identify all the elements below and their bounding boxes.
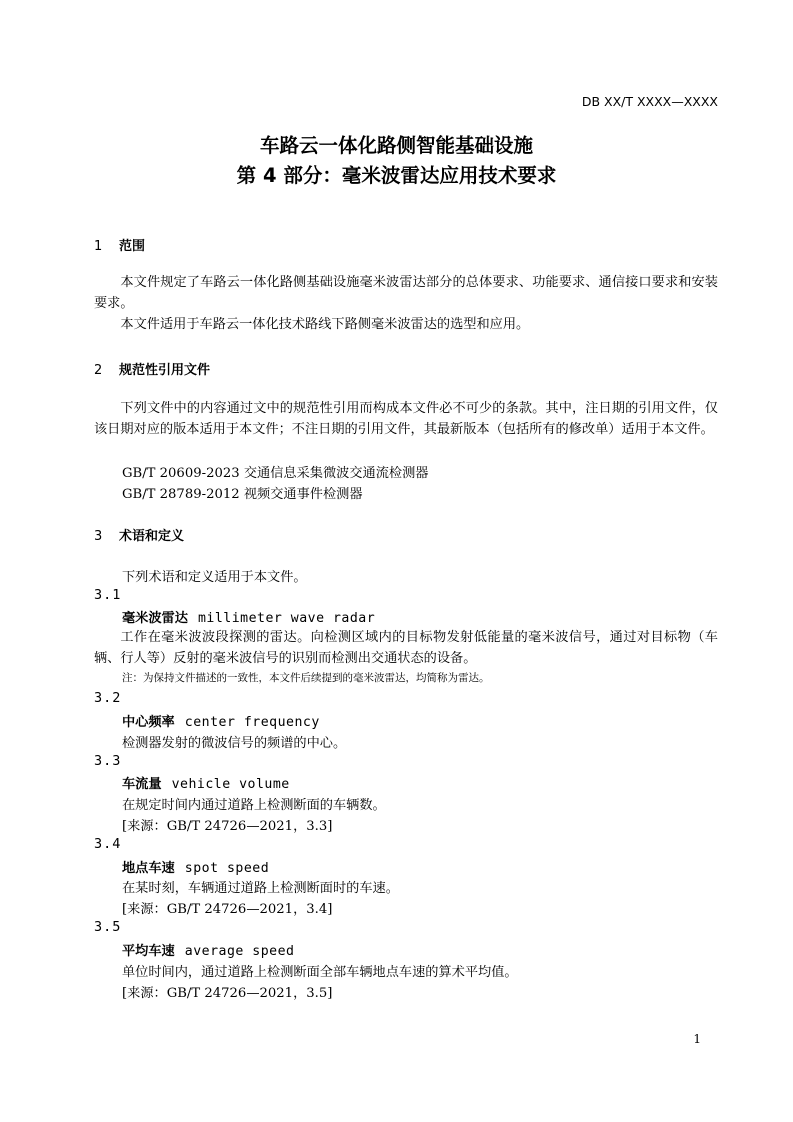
section-heading-terms bbox=[94, 525, 184, 544]
document-code: DB XX/T XXXX—XXXX bbox=[581, 94, 718, 109]
term-definition: 在规定时间内通过道路上检测断面的车辆数。 bbox=[122, 798, 386, 813]
term-number: 3.5 bbox=[94, 919, 122, 935]
term-number: 3.3 bbox=[94, 753, 122, 769]
references-intro: 下列文件中的内容通过文中的规范性引用而构成本文件必不可少的条款。其中，注日期的引用文件，仅该日期对应的版本适用于本文件；不注日期的引用文件，其最新版本（包括所有的修改单）适用于本文件。 bbox=[94, 401, 718, 437]
term-entry bbox=[122, 607, 375, 626]
terms-intro: 下列术语和定义适用于本文件。 bbox=[122, 570, 307, 585]
document-title-line2: 第 4 部分：毫米波雷达应用技术要求 bbox=[236, 164, 557, 187]
term-source: [来源：GB/T 24726—2021，3.5] bbox=[122, 986, 333, 1001]
document-title-line1: 车路云一体化路侧智能基础设施 bbox=[259, 134, 533, 157]
section-heading-scope bbox=[94, 235, 145, 254]
section-heading-normative-references bbox=[94, 359, 210, 378]
section-title: 术语和定义 bbox=[119, 529, 185, 544]
section-title: 范围 bbox=[119, 239, 146, 254]
term-en: spot speed bbox=[184, 861, 270, 876]
reference-item: GB/T 28789-2012 视频交通事件检测器 bbox=[122, 487, 363, 502]
term-definition: 检测器发射的微波信号的频谱的中心。 bbox=[122, 736, 347, 751]
term-definition bbox=[94, 627, 718, 669]
normative-references-paragraph bbox=[94, 398, 718, 440]
term-en: millimeter wave radar bbox=[197, 611, 376, 626]
term-zh: 地点车速 bbox=[122, 861, 175, 876]
term-definition: 单位时间内，通过道路上检测断面全部车辆地点车速的算术平均值。 bbox=[122, 965, 518, 980]
term-entry bbox=[122, 940, 294, 959]
page-number: 1 bbox=[693, 1032, 701, 1046]
term-number: 3.2 bbox=[94, 690, 122, 706]
scope-paragraph-2: 本文件适用于车路云一体化技术路线下路侧毫米波雷达的选型和应用。 bbox=[120, 317, 530, 332]
term-zh: 车流量 bbox=[122, 777, 162, 792]
term-en: vehicle volume bbox=[171, 777, 290, 792]
scope-paragraph-1: 本文件规定了车路云一体化路侧基础设施毫米波雷达部分的总体要求、功能要求、通信接口要求和安装要求。 bbox=[94, 275, 718, 311]
term-zh: 毫米波雷达 bbox=[122, 611, 188, 626]
term-source: [来源：GB/T 24726—2021，3.3] bbox=[122, 819, 333, 834]
term-number: 3.4 bbox=[94, 836, 122, 852]
section-number: 2 bbox=[94, 363, 103, 378]
term-number: 3.1 bbox=[94, 587, 122, 603]
term-definition: 在某时刻，车辆通过道路上检测断面时的车速。 bbox=[122, 881, 399, 896]
section-number: 3 bbox=[94, 529, 103, 544]
term-entry bbox=[122, 773, 290, 792]
term-definition-text: 工作在毫米波波段探测的雷达。向检测区域内的目标物发射低能量的毫米波信号，通过对目标物（车辆、行人等）反射的毫米波信号的识别而检测出交通状态的设备。 bbox=[94, 630, 718, 666]
section-number: 1 bbox=[94, 239, 103, 254]
term-zh: 平均车速 bbox=[122, 944, 175, 959]
term-entry bbox=[122, 711, 320, 730]
term-en: center frequency bbox=[184, 715, 320, 730]
term-entry bbox=[122, 857, 269, 876]
term-en: average speed bbox=[184, 944, 295, 959]
reference-item: GB/T 20609-2023 交通信息采集微波交通流检测器 bbox=[122, 466, 429, 481]
term-source: [来源：GB/T 24726—2021，3.4] bbox=[122, 902, 333, 917]
section-title: 规范性引用文件 bbox=[119, 363, 211, 378]
scope-paragraphs bbox=[94, 272, 718, 335]
term-zh: 中心频率 bbox=[122, 715, 175, 730]
term-note: 注：为保持文件描述的一致性，本文件后续提到的毫米波雷达，均简称为雷达。 bbox=[122, 672, 490, 684]
